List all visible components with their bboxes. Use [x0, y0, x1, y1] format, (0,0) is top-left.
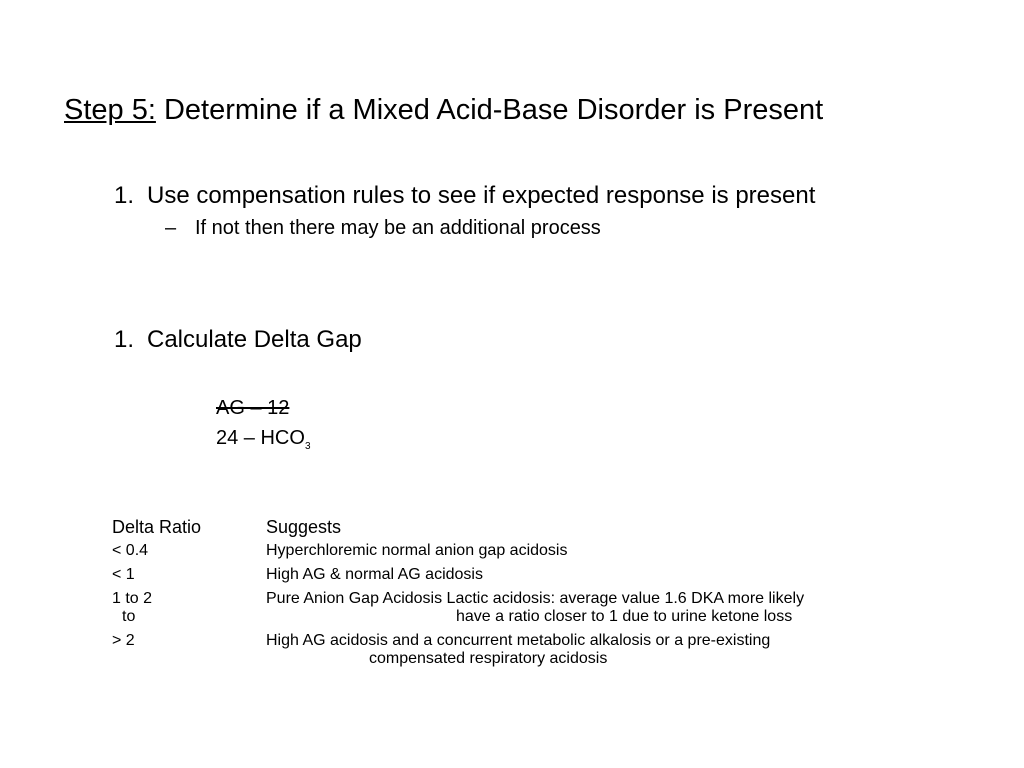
- suggests-cell: High AG & normal AG acidosis: [266, 566, 483, 583]
- header-delta-ratio: Delta Ratio: [112, 517, 202, 537]
- dash-bullet: –: [165, 217, 177, 239]
- list-item-delta-gap: [114, 325, 362, 355]
- ratio-cell: < 1: [112, 566, 135, 583]
- list-item-compensation: [114, 181, 815, 211]
- list-item-number: 1.: [114, 326, 135, 353]
- numerator-text: AG – 12: [216, 397, 290, 419]
- delta-ratio-table: [112, 516, 804, 674]
- wrap-cell-left: to: [122, 608, 136, 625]
- table-row: [112, 542, 804, 560]
- ratio-cell: < 0.4: [112, 542, 149, 559]
- suggests-cell: Hyperchloremic normal anion gap acidosis: [266, 542, 568, 559]
- denominator-subscript: 3: [304, 441, 311, 452]
- slide-title: [64, 92, 823, 128]
- header-suggests: Suggests: [266, 517, 342, 537]
- table-row: [112, 632, 804, 668]
- denominator-text: 24 – HCO: [216, 427, 305, 449]
- sub-item-additional-process: [165, 215, 601, 241]
- suggests-cell: Pure Anion Gap Acidosis Lactic acidosis: average value 1.6 DKA more likely: [266, 590, 805, 607]
- wrap-cell-continuation: have a ratio closer to 1 due to urine ketone loss: [456, 608, 793, 625]
- title-text: Determine if a Mixed Acid-Base Disorder is Present: [163, 94, 824, 126]
- sub-item-text: If not then there may be an additional process: [195, 217, 601, 239]
- formula-denominator: [216, 426, 311, 450]
- formula-numerator: [216, 396, 289, 420]
- list-item-number: 1.: [114, 182, 135, 209]
- table-row: [112, 590, 804, 626]
- title-step-label: Step 5:: [64, 94, 156, 126]
- list-item-text: Use compensation rules to see if expected response is present: [147, 182, 816, 209]
- wrap-cell-continuation: compensated respiratory acidosis: [369, 650, 608, 667]
- ratio-cell: 1 to 2: [112, 590, 153, 607]
- suggests-cell: High AG acidosis and a concurrent metabolic alkalosis or a pre-existing: [266, 632, 771, 649]
- table-row: [112, 566, 804, 584]
- list-item-text: Calculate Delta Gap: [147, 326, 362, 353]
- ratio-cell: > 2: [112, 632, 135, 649]
- table-header: [112, 516, 804, 538]
